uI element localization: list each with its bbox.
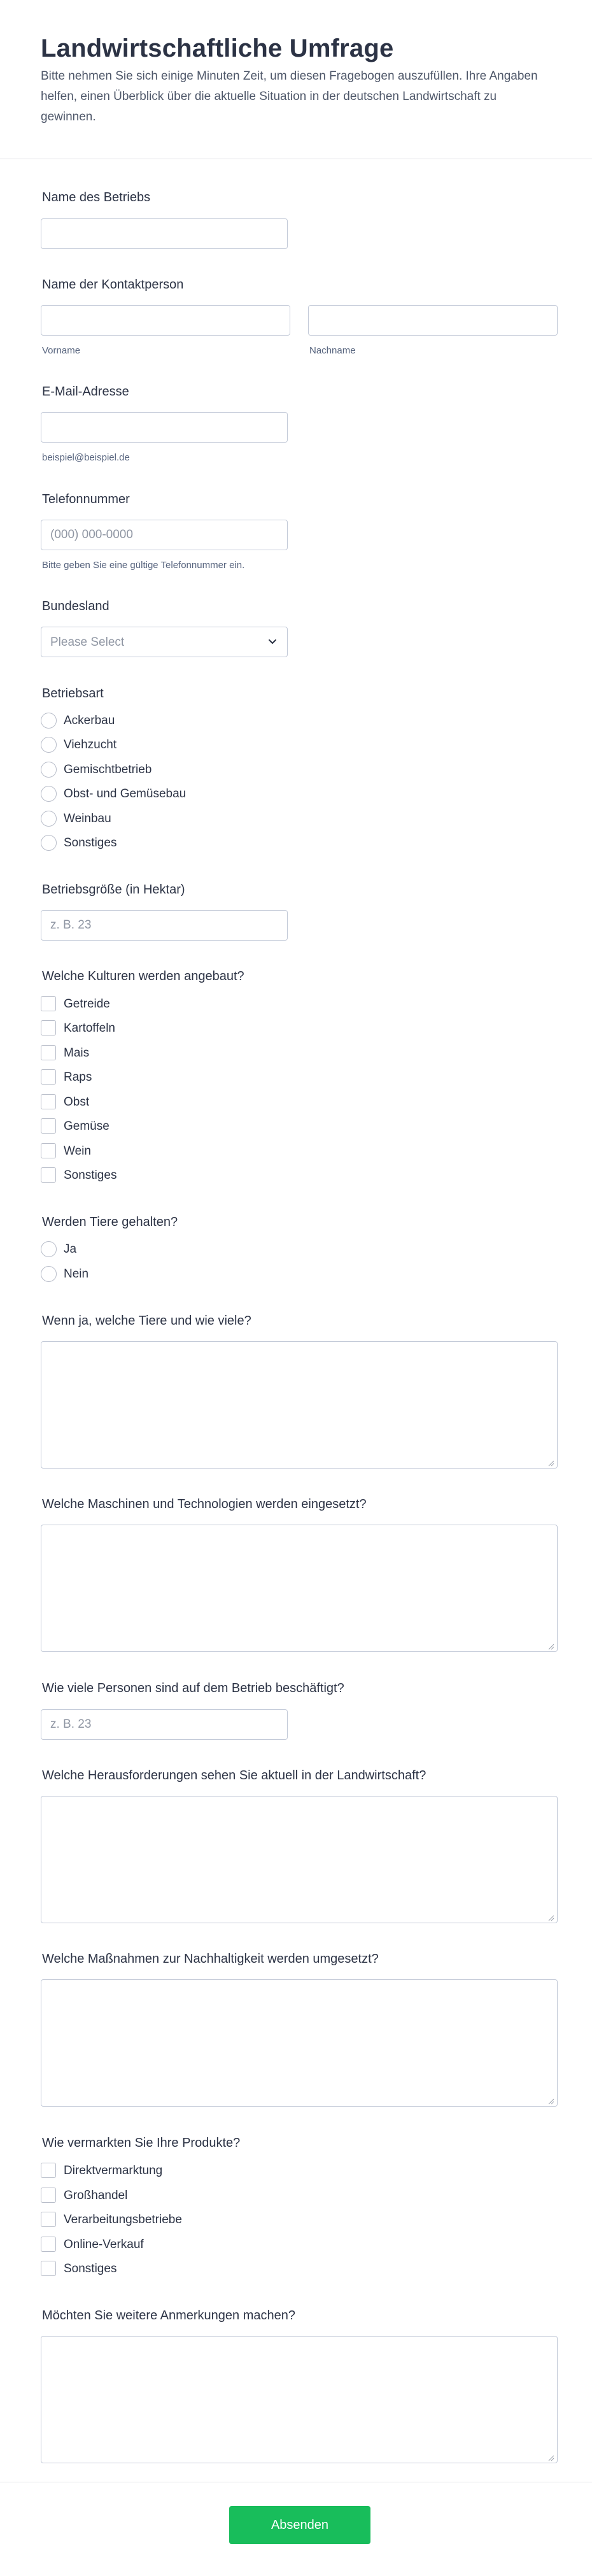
bundesland-selected-value: Please Select [50,636,125,649]
anmerkungen-label: Möchten Sie weitere Anmerkungen machen? [42,2309,296,2323]
option-label: Sonstiges [64,1169,117,1182]
checkbox[interactable] [41,1167,56,1183]
tiere-welche-textarea[interactable] [41,1341,558,1469]
nachhaltigkeit-textarea[interactable] [41,1979,558,2107]
checkbox[interactable] [41,1045,56,1060]
nachhaltigkeit-label: Welche Maßnahmen zur Nachhaltigkeit werden umgesetzt? [42,1952,379,1966]
betriebsart-label: Betriebsart [42,687,104,701]
checkbox[interactable] [41,1094,56,1109]
option-label: Wein [64,1144,91,1158]
personen-input[interactable] [41,1709,288,1740]
maschinen-label: Welche Maschinen und Technologien werden eingesetzt? [42,1497,367,1511]
radio-button[interactable] [41,811,57,827]
checkbox[interactable] [41,1143,56,1158]
option-label: Nein [64,1267,89,1281]
bundesland-select[interactable] [41,627,288,657]
radio-button[interactable] [41,713,57,729]
submit-button[interactable]: Absenden [229,2506,370,2544]
personen-label: Wie viele Personen sind auf dem Betrieb beschäftigt? [42,1681,344,1695]
nachname-sublabel: Nachname [309,345,356,356]
option-label: Sonstiges [64,836,117,850]
option-label: Direktvermarktung [64,2164,163,2177]
resize-grip-icon[interactable] [547,1459,554,1467]
resize-grip-icon[interactable] [547,2454,554,2461]
email-label: E-Mail-Adresse [42,385,129,399]
vorname-sublabel: Vorname [42,345,81,356]
option-label: Ackerbau [64,714,115,727]
option-label: Viehzucht [64,738,117,751]
checkbox[interactable] [41,1118,56,1134]
checkbox[interactable] [41,2163,56,2178]
groesse-label: Betriebsgröße (in Hektar) [42,883,185,897]
bundesland-label: Bundesland [42,599,109,613]
maschinen-textarea[interactable] [41,1525,558,1652]
option-label: Großhandel [64,2189,128,2202]
option-label: Online-Verkauf [64,2238,144,2251]
kulturen-label: Welche Kulturen werden angebaut? [42,969,244,983]
tiere-label: Werden Tiere gehalten? [42,1215,178,1229]
herausforderungen-label: Welche Herausforderungen sehen Sie aktuell in der Landwirtschaft? [42,1768,426,1783]
groesse-input[interactable] [41,910,288,941]
vermarktung-label: Wie vermarkten Sie Ihre Produkte? [42,2136,241,2150]
option-label: Verarbeitungsbetriebe [64,2213,182,2226]
tiere-welche-label: Wenn ja, welche Tiere und wie viele? [42,1314,251,1328]
option-label: Gemischtbetrieb [64,763,152,776]
nachname-input[interactable] [308,305,558,336]
option-label: Weinbau [64,812,111,825]
option-label: Obst- und Gemüsebau [64,787,187,801]
checkbox[interactable] [41,2188,56,2203]
option-label: Raps [64,1071,92,1084]
resize-grip-icon[interactable] [547,1914,554,1921]
radio-button[interactable] [41,1241,57,1257]
option-label: Sonstiges [64,2262,117,2275]
option-label: Ja [64,1242,77,1256]
vorname-input[interactable] [41,305,290,336]
checkbox[interactable] [41,1069,56,1085]
radio-button[interactable] [41,737,57,753]
checkbox[interactable] [41,996,56,1011]
form-description: Bitte nehmen Sie sich einige Minuten Zeit, um diesen Fragebogen auszufüllen. Ihre Angaben helfen, einen Überblick über die aktuelle Situation in der deutschen Landwirtschaft zu gewinnen. [41,69,538,124]
phone-sublabel: Bitte geben Sie eine gültige Telefonnummer ein. [42,560,245,571]
checkbox[interactable] [41,2237,56,2252]
phone-label: Telefonnummer [42,492,130,506]
checkbox[interactable] [41,1020,56,1035]
checkbox[interactable] [41,2212,56,2227]
resize-grip-icon[interactable] [547,1642,554,1650]
checkbox[interactable] [41,2261,56,2276]
email-sublabel: beispiel@beispiel.de [42,452,130,463]
radio-button[interactable] [41,762,57,778]
betrieb-input[interactable] [41,218,288,249]
option-label: Getreide [64,997,110,1011]
resize-grip-icon[interactable] [547,2097,554,2105]
kontakt-label: Name der Kontaktperson [42,278,184,292]
option-label: Kartoffeln [64,1021,115,1035]
option-label: Obst [64,1095,90,1109]
option-label: Gemüse [64,1120,109,1133]
phone-input[interactable] [41,520,288,550]
anmerkungen-textarea[interactable] [41,2336,558,2463]
betrieb-label: Name des Betriebs [42,190,151,204]
form-title: Landwirtschaftliche Umfrage [41,34,394,62]
radio-button[interactable] [41,1266,57,1282]
option-label: Mais [64,1046,90,1060]
radio-button[interactable] [41,835,57,851]
email-input[interactable] [41,412,288,443]
radio-button[interactable] [41,786,57,802]
form-header [0,0,592,159]
chevron-down-icon [265,635,279,649]
herausforderungen-textarea[interactable] [41,1796,558,1923]
